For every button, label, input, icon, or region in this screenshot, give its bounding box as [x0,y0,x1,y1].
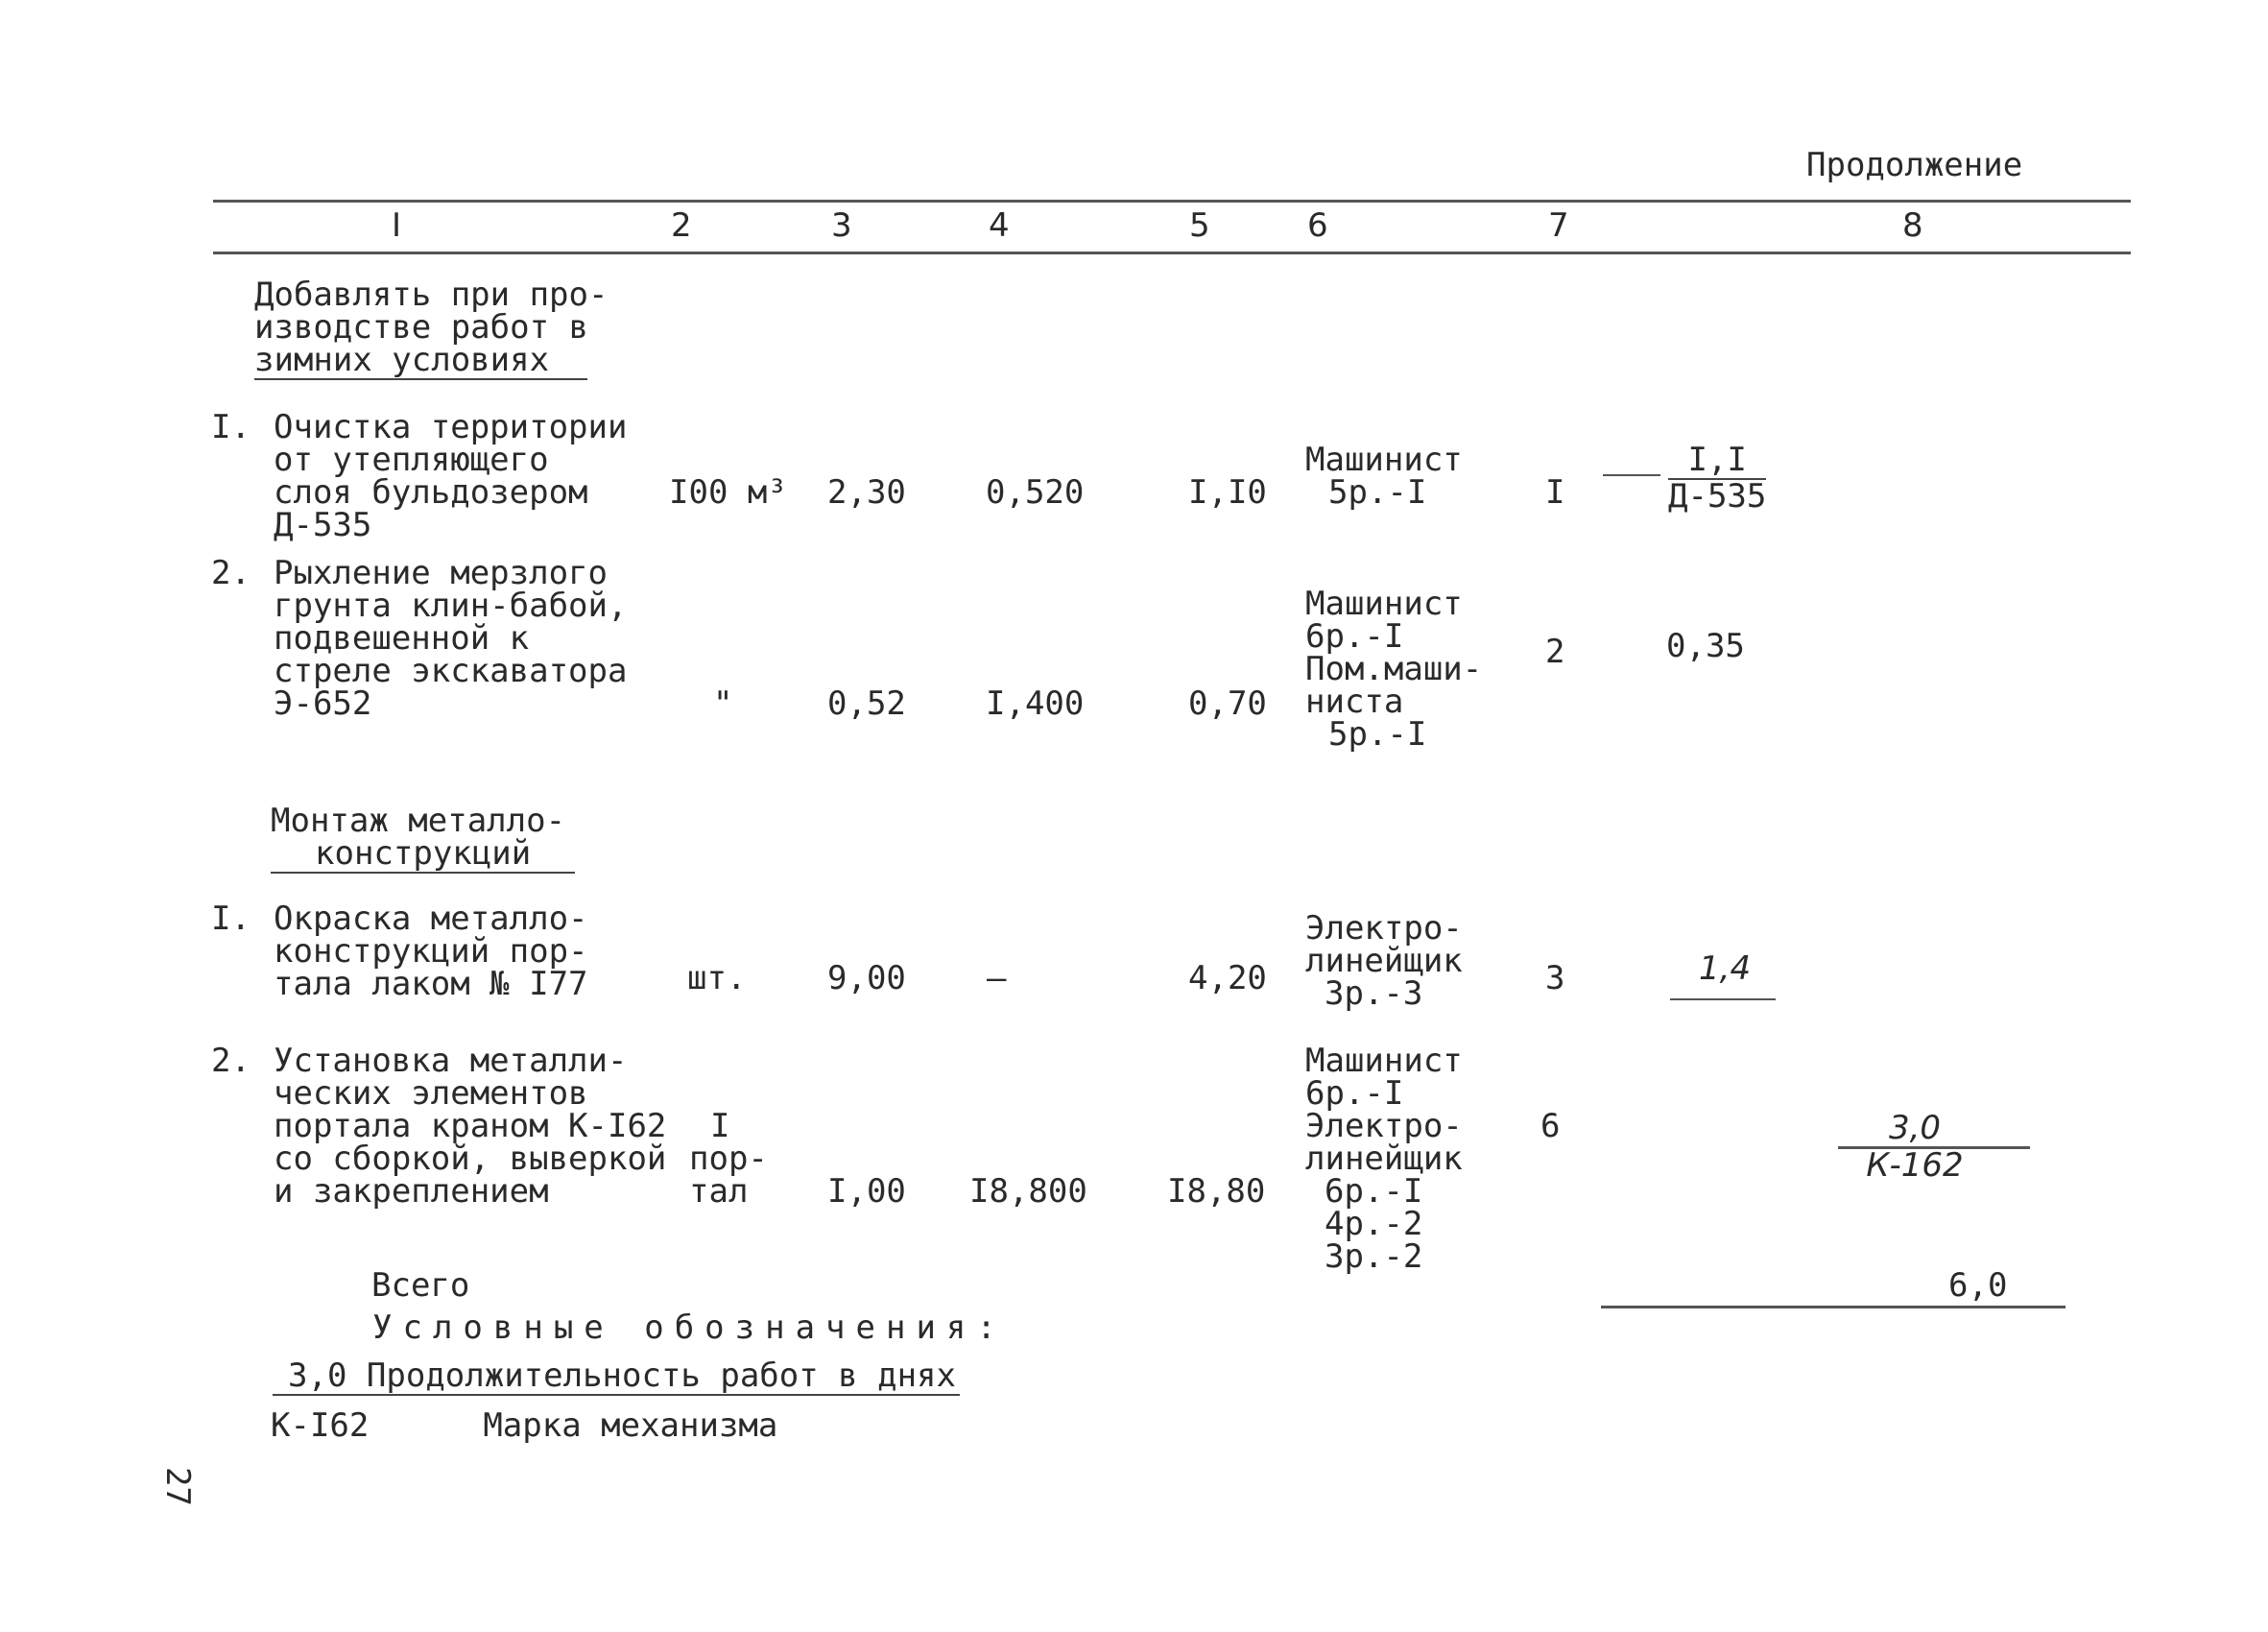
col-header-3: 3 [831,206,852,245]
legend-item-mark: К-I62 Марка механизма [271,1406,778,1445]
duration-fraction: I,I Д-535 [1668,441,1767,516]
rate: I,400 [986,684,1085,723]
norm-time: I,00 [827,1172,906,1211]
work-description: Рыхление мерзлого грунта клин-бабой, подвешенной к стреле экскаватора Э-652 [274,554,628,723]
total-time: I8,80 [1167,1172,1266,1211]
col-header-8: 8 [1902,206,1923,245]
norm-time: 9,00 [827,959,906,997]
total-time: 0,70 [1188,684,1267,723]
rate-dash: – [987,959,1007,997]
work-description: Очистка территории от утепляющего слоя бульдозером Д-535 [274,408,628,544]
staff: Машинист 5р.-I [1305,441,1463,512]
col-header-7: 7 [1548,206,1569,245]
work-description: Установка металли- ческих элементов портала краном К-I62 со сборкой, выверкой и закреплением [274,1042,667,1211]
crew-count: 3 [1545,959,1565,997]
rate: 0,520 [986,473,1085,512]
section-metal-title: Монтаж металло- конструкций [271,804,575,874]
duration-leader [1603,474,1660,476]
total-time: I,I0 [1188,473,1267,512]
rate: I8,800 [969,1172,1087,1211]
staff: Машинист 6р.-I Электро- линейщик 6р.-I 4р.-2 3р.-2 [1305,1042,1463,1276]
continuation-label: Продолжение [1806,146,2023,184]
crew-count: 2 [1545,633,1565,671]
header-bottom-rule [213,252,2131,254]
row-number: 2. [211,554,251,592]
row-number: I. [211,408,251,446]
duration-underline [1670,998,1776,1000]
total-label: Всего [371,1266,470,1305]
col-header-4: 4 [989,206,1010,245]
duration-fraction-handwritten: 3,0 К-162 [1838,1112,2030,1182]
page-number: 27 [158,1467,197,1506]
staff: Электро- линейщик 3р.-3 [1305,909,1463,1013]
unit: шт. [687,959,747,997]
row-number: 2. [211,1042,251,1080]
col-header-6: 6 [1307,206,1328,245]
unit-ditto-mark: " [713,684,733,723]
work-description: Окраска металло- конструкций пор- тала лаком № I77 [274,900,588,1003]
col-header-2: 2 [671,206,692,245]
header-top-rule [213,200,2131,203]
norm-time: 0,52 [827,684,906,723]
legend-item-duration: 3,0 Продолжительность работ в днях [273,1359,960,1396]
section-winter-title: Добавлять при про- изводстве работ в зимних условиях [254,276,609,379]
total-time: 4,20 [1188,959,1267,997]
col-header-1: I [392,206,402,245]
norm-time: 2,30 [827,473,906,512]
staff: Машинист 6р.-I Пом.маши- ниста 5р.-I [1305,585,1483,754]
unit: I пор- тал [689,1107,768,1211]
legend-title: Условные обозначения: [372,1308,1007,1347]
unit: I00 м³ [669,473,787,512]
duration-days-handwritten: 1,4 [1699,949,1752,988]
row-number: I. [211,900,251,938]
col-header-5: 5 [1189,206,1210,245]
total-value: 6,0 [1948,1266,2008,1305]
crew-count: I [1545,473,1565,512]
crew-count: 6 [1540,1107,1561,1145]
total-rule [1601,1306,2065,1308]
duration-days: 0,35 [1666,627,1745,665]
